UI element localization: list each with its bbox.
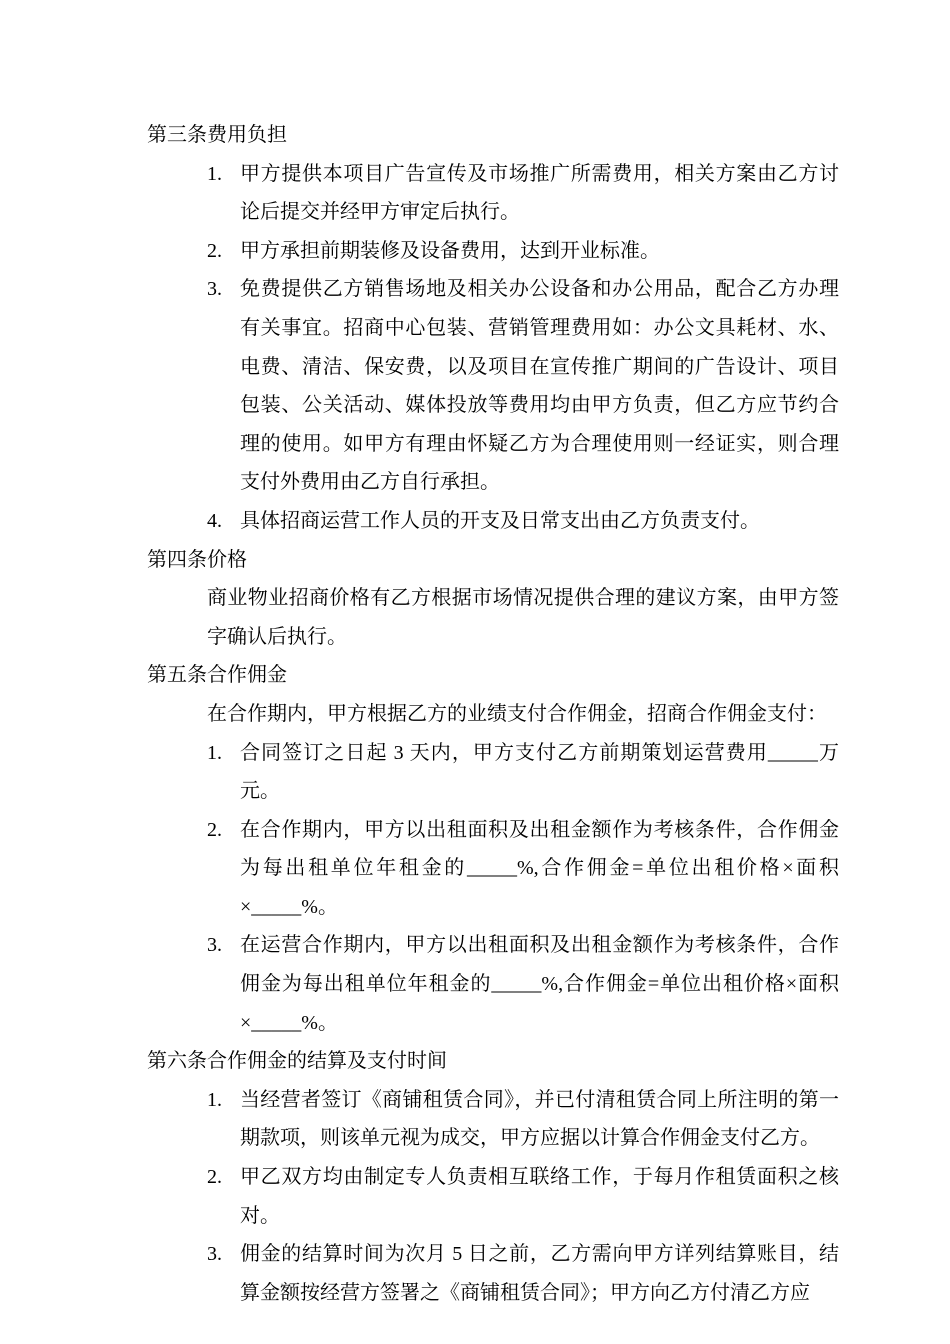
list-item-number: 1. (207, 741, 222, 764)
section-label: 第五条 (147, 664, 207, 687)
list-item-number: 3. (207, 934, 222, 957)
list-item (147, 811, 839, 927)
list-item-number: 1. (207, 1088, 222, 1111)
section-title: 费用负担 (207, 124, 287, 146)
section-heading (147, 656, 839, 695)
contract-section-4 (147, 541, 839, 657)
list-item (147, 1235, 839, 1312)
list-item-number: 1. (207, 162, 222, 185)
list-item-text: 合同签订之日起 3 天内，甲方支付乙方前期策划运营费用_____万元。 (240, 741, 839, 803)
list-item (147, 232, 839, 271)
list-item-text: 佣金的结算时间为次月 5 日之前，乙方需向甲方详列结算账目，结算金额按经营方签署之《商铺租赁合同》；甲方向乙方付清乙方应 (240, 1243, 839, 1304)
list-item (147, 1081, 839, 1158)
section-heading (147, 541, 839, 580)
section-label: 第四条 (147, 548, 207, 571)
section-title: 合作佣金的结算及支付时间 (207, 1050, 447, 1073)
section-paragraph: 在合作期内，甲方根据乙方的业绩支付合作佣金，招商合作佣金支付： (207, 702, 827, 725)
list-item-text: 甲方承担前期装修及设备费用，达到开业标准。 (240, 239, 660, 262)
list-item-number: 3. (207, 278, 222, 301)
list-item-number: 2. (207, 1166, 222, 1189)
list-item (147, 1158, 839, 1235)
section-paragraph: 商业物业招商价格有乙方根据市场情况提供合理的建议方案，由甲方签字确认后执行。 (207, 587, 839, 648)
list-item-number: 4. (207, 509, 222, 532)
list-item-text: 在运营合作期内，甲方以出租面积及出租金额作为考核条件，合作佣金为每出租单位年租金的_____%,合作佣金=单位出租价格×面积×_____%。 (240, 934, 839, 1034)
section-label: 第三条 (147, 124, 207, 146)
list-item-text: 免费提供乙方销售场地及相关办公设备和办公用品，配合乙方办理有关事宜。招商中心包装、营销管理费用如：办公文具耗材、水、电费、清洁、保安费，以及项目在宣传推广期间的广告设计、项目包装、公关活动、媒体投放等费用均由甲方负责，但乙方应节约合理的使用。如甲方有理由怀疑乙方为合理使用则一经证实，则合理支付外费用由乙方自行承担。 (240, 278, 839, 494)
list-item-number: 2. (207, 239, 222, 262)
section-label: 第六条 (147, 1050, 207, 1073)
contract-section-6 (147, 1042, 839, 1312)
list-item (147, 502, 839, 541)
list-item-text: 具体招商运营工作人员的开支及日常支出由乙方负责支付。 (240, 509, 760, 532)
list-item-text: 甲方提供本项目广告宣传及市场推广所需费用，相关方案由乙方讨论后提交并经甲方审定后执行。 (240, 162, 839, 224)
list-item (147, 270, 839, 502)
section-title: 合作佣金 (207, 664, 287, 687)
section-heading (147, 1042, 839, 1081)
list-item-text: 甲乙双方均由制定专人负责相互联络工作，于每月作租赁面积之核对。 (240, 1166, 839, 1227)
document-content (147, 116, 839, 1312)
contract-section-3 (147, 116, 839, 541)
list-item-number: 2. (207, 818, 222, 841)
list-item-text: 当经营者签订《商铺租赁合同》，并已付清租赁合同上所注明的第一期款项，则该单元视为成交，甲方应据以计算合作佣金支付乙方。 (240, 1088, 839, 1150)
list-item-number: 3. (207, 1243, 222, 1266)
list-item (147, 155, 839, 232)
list-item (147, 926, 839, 1042)
list-item-text: 在合作期内，甲方以出租面积及出租金额作为考核条件，合作佣金为每出租单位年租金的_____%,合作佣金=单位出租价格×面积×_____%。 (240, 818, 839, 918)
contract-section-5 (147, 656, 839, 1042)
section-heading (147, 116, 839, 155)
list-item (147, 734, 839, 811)
section-title: 价格 (207, 548, 247, 571)
